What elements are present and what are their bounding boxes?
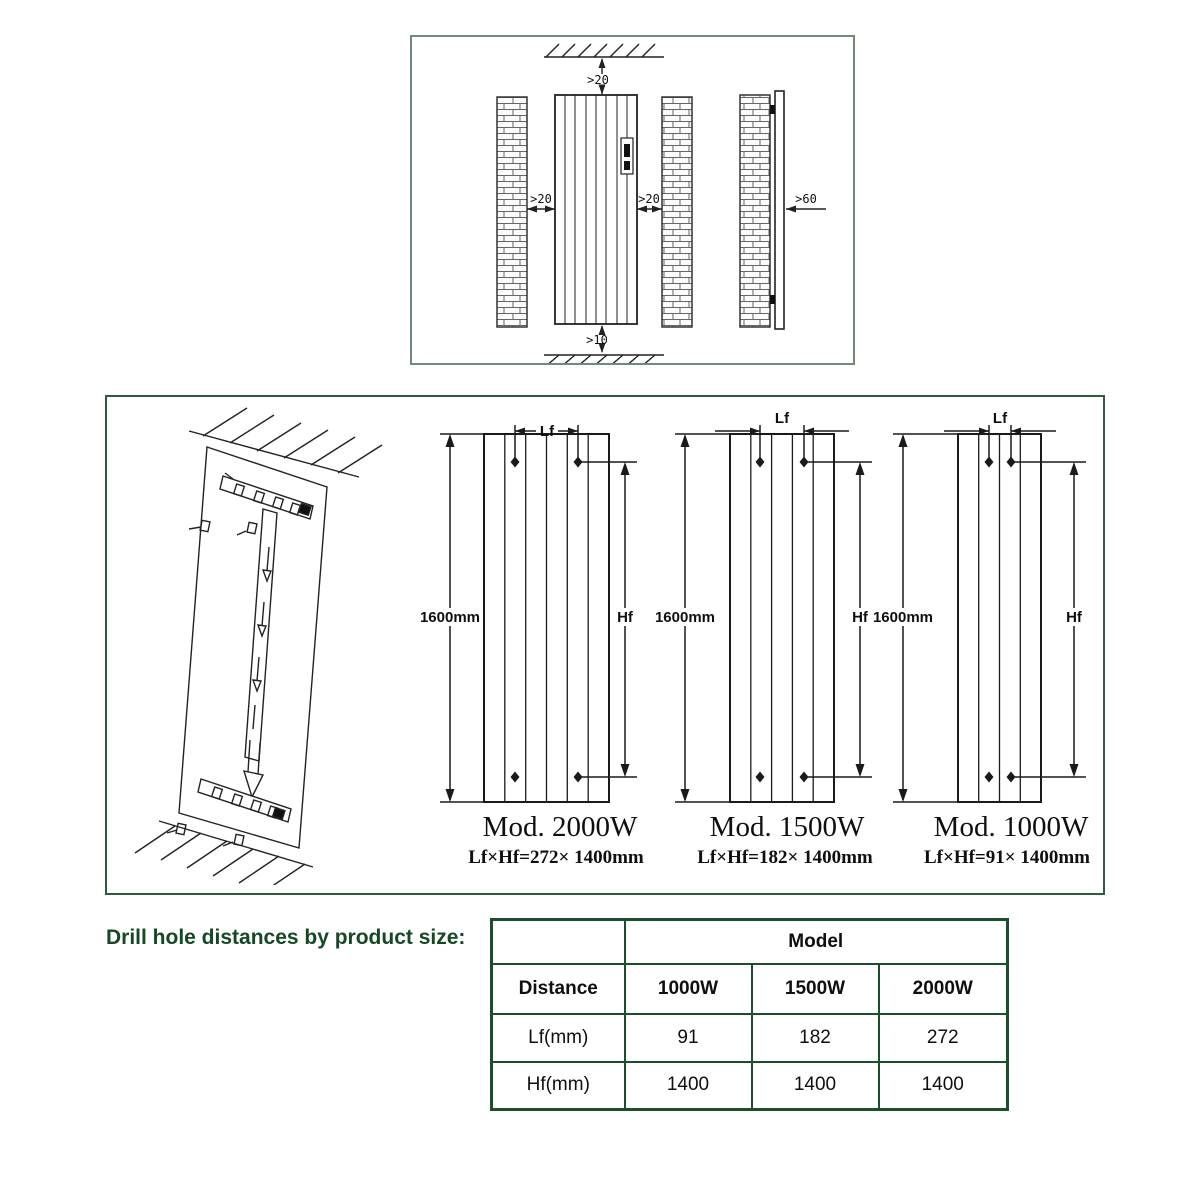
side-brick-wall bbox=[740, 95, 770, 327]
floor-hatch bbox=[544, 355, 664, 363]
table-model-header: Model bbox=[625, 920, 1008, 964]
model-name: Mod. 1000W bbox=[933, 811, 1089, 843]
hf-1500w: 1400 bbox=[752, 1062, 879, 1110]
table-col-2000w: 2000W bbox=[879, 964, 1008, 1014]
model-dimensions: Lf×Hf=182× 1400mm bbox=[697, 847, 873, 868]
hf-dimension-label: Hf bbox=[1066, 609, 1082, 626]
model-dimensions: Lf×Hf=272× 1400mm bbox=[468, 847, 644, 868]
row-label: Hf(mm) bbox=[492, 1062, 625, 1110]
side-clearance-label: >60 bbox=[795, 192, 817, 206]
ceiling-hatch bbox=[544, 44, 664, 57]
right-clearance-label: >20 bbox=[638, 192, 660, 206]
hf-2000w: 1400 bbox=[879, 1062, 1008, 1110]
table-distance-header: Distance bbox=[492, 964, 625, 1014]
lf-dimension-label: Lf bbox=[774, 410, 790, 427]
lf-dimension-label: Lf bbox=[992, 410, 1008, 427]
height-dimension-label: 1600mm bbox=[872, 609, 934, 626]
hf-dimension-label: Hf bbox=[852, 609, 868, 626]
model-name: Mod. 2000W bbox=[482, 811, 638, 843]
radiator-side-view bbox=[770, 91, 784, 329]
bottom-clearance-label: >10 bbox=[586, 333, 608, 347]
model-diagram-1500w bbox=[642, 405, 892, 869]
model-dimensions: Lf×Hf=91× 1400mm bbox=[924, 847, 1090, 868]
row-label: Lf(mm) bbox=[492, 1014, 625, 1062]
hf-dimension-label: Hf bbox=[617, 609, 633, 626]
drill-diagram-1000w bbox=[860, 405, 1095, 805]
top-clearance-label: >20 bbox=[587, 73, 609, 87]
model-diagram-1000w bbox=[860, 405, 1110, 869]
model-diagram-2000w bbox=[407, 405, 657, 869]
drill-diagram-2000w bbox=[407, 405, 642, 805]
height-dimension-label: 1600mm bbox=[419, 609, 481, 626]
lf-2000w: 272 bbox=[879, 1014, 1008, 1062]
table-row-hf bbox=[492, 1062, 1008, 1110]
drill-hole-diagram-box bbox=[105, 395, 1105, 895]
clearance-diagram bbox=[412, 37, 853, 363]
drill-diagram-1500w bbox=[642, 405, 877, 805]
left-clearance-label: >20 bbox=[530, 192, 552, 206]
table-corner-cell bbox=[492, 920, 625, 964]
height-dimension-label: 1600mm bbox=[654, 609, 716, 626]
table-col-1000w: 1000W bbox=[625, 964, 752, 1014]
model-name: Mod. 1500W bbox=[709, 811, 865, 843]
left-brick-wall bbox=[497, 97, 527, 327]
lf-1500w: 182 bbox=[752, 1014, 879, 1062]
lf-1000w: 91 bbox=[625, 1014, 752, 1062]
clearance-diagram-box bbox=[410, 35, 855, 365]
radiator-front-view bbox=[555, 95, 637, 324]
table-row-lf bbox=[492, 1014, 1008, 1062]
right-brick-wall bbox=[662, 97, 692, 327]
hf-1000w: 1400 bbox=[625, 1062, 752, 1110]
drill-distance-table bbox=[490, 918, 1009, 1111]
table-col-1500w: 1500W bbox=[752, 964, 879, 1014]
lf-dimension-label: Lf bbox=[539, 423, 555, 440]
drill-table-caption: Drill hole distances by product size: bbox=[106, 926, 466, 949]
